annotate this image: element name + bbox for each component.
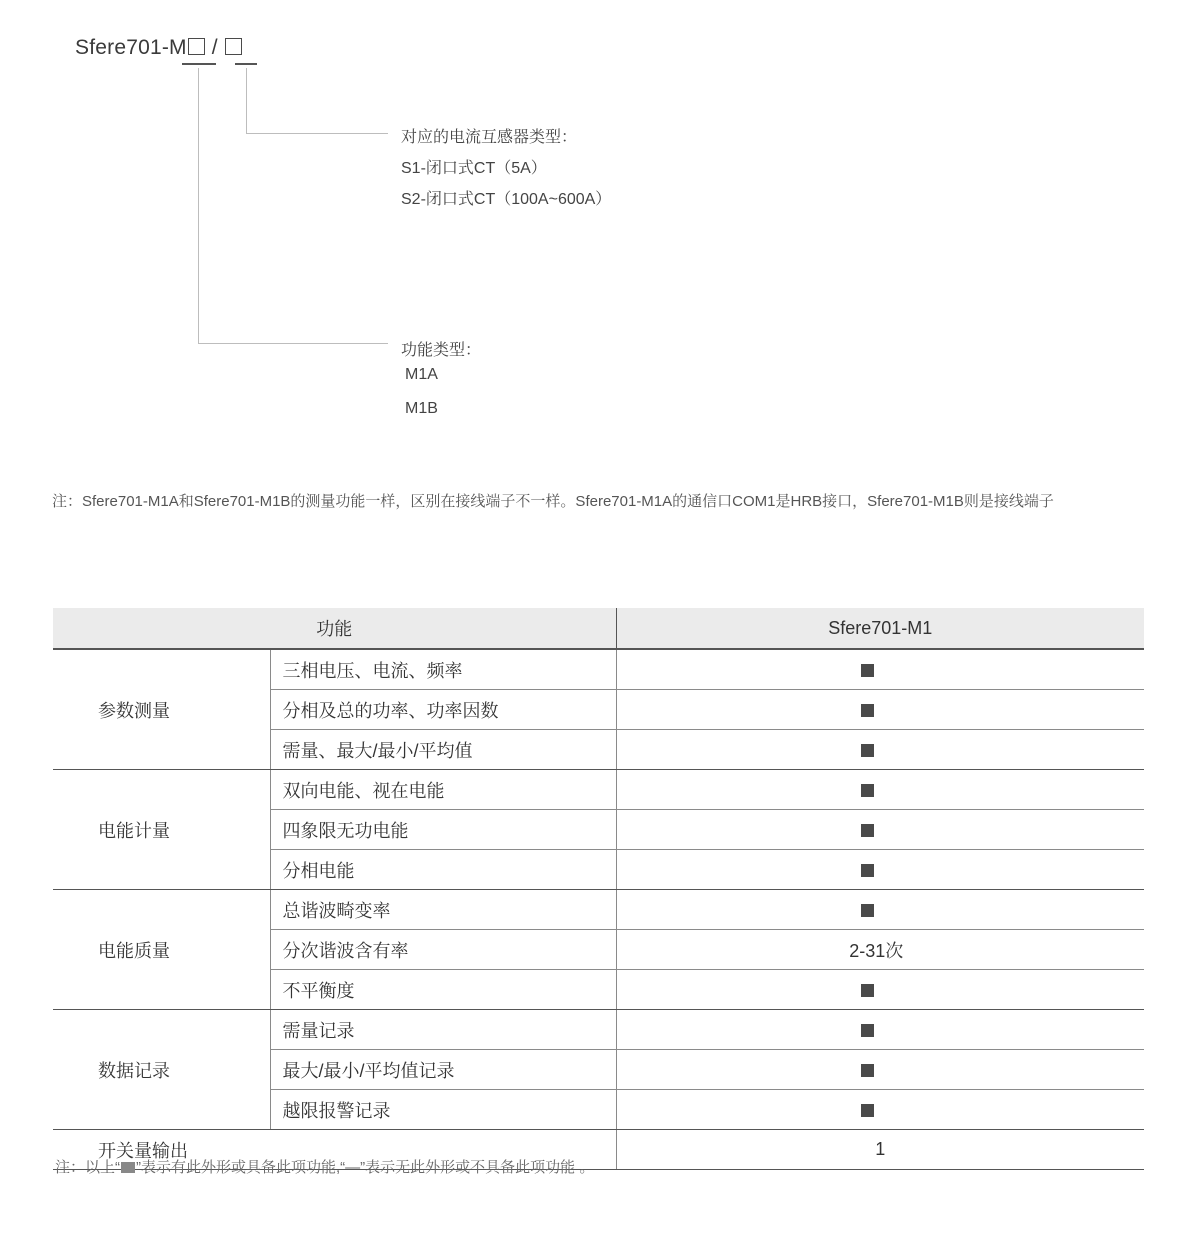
feature-cell: 分相及总的功率、功率因数 bbox=[270, 690, 616, 730]
legend-square-icon bbox=[121, 1162, 135, 1173]
value-cell bbox=[616, 1090, 1144, 1130]
table-row bbox=[53, 770, 1144, 810]
feature-cell: 总谐波畸变率 bbox=[270, 890, 616, 930]
switch-output-value: 1 bbox=[616, 1130, 1144, 1170]
supported-square-icon bbox=[861, 864, 874, 877]
value-cell bbox=[616, 1050, 1144, 1090]
feature-cell: 需量记录 bbox=[270, 1010, 616, 1050]
footnote-prefix: 注：以上“ bbox=[55, 1159, 120, 1176]
value-cell bbox=[616, 850, 1144, 890]
header-function: 功能 bbox=[53, 608, 616, 649]
model-separator: / bbox=[205, 36, 224, 59]
table-row bbox=[53, 1010, 1144, 1050]
value-cell bbox=[616, 1010, 1144, 1050]
supported-square-icon bbox=[861, 704, 874, 717]
feature-cell: 分相电能 bbox=[270, 850, 616, 890]
group-label: 电能计量 bbox=[53, 770, 270, 890]
value-cell bbox=[616, 690, 1144, 730]
ct-underline bbox=[235, 63, 257, 65]
function-option-m1a: M1A bbox=[405, 366, 438, 383]
ct-option-s2: S2-闭口式CT（100A~600A） bbox=[401, 191, 612, 208]
supported-square-icon bbox=[861, 1024, 874, 1037]
value-cell bbox=[616, 930, 1144, 970]
supported-square-icon bbox=[861, 1104, 874, 1117]
model-code-title bbox=[75, 36, 243, 60]
value-cell bbox=[616, 649, 1144, 690]
function-connector-horizontal bbox=[198, 343, 388, 344]
function-placeholder-box bbox=[188, 38, 205, 55]
ct-option-s1: S1-闭口式CT（5A） bbox=[401, 160, 547, 177]
feature-cell: 双向电能、视在电能 bbox=[270, 770, 616, 810]
legend-footnote bbox=[55, 1156, 594, 1177]
supported-square-icon bbox=[861, 664, 874, 677]
feature-cell: 需量、最大/最小/平均值 bbox=[270, 730, 616, 770]
table-row bbox=[53, 890, 1144, 930]
header-model: Sfere701-M1 bbox=[616, 608, 1144, 649]
group-label: 电能质量 bbox=[53, 890, 270, 1010]
supported-square-icon bbox=[861, 904, 874, 917]
function-underline bbox=[182, 63, 216, 65]
function-option-m1b: M1B bbox=[405, 400, 438, 417]
value-cell bbox=[616, 810, 1144, 850]
feature-cell: 四象限无功电能 bbox=[270, 810, 616, 850]
value-cell bbox=[616, 970, 1144, 1010]
ct-option-title: 对应的电流互感器类型： bbox=[401, 129, 578, 146]
function-option-title: 功能类型： bbox=[401, 342, 482, 359]
switch-output-label: 开关量输出 bbox=[53, 1130, 616, 1170]
table-header-row bbox=[53, 608, 1144, 649]
model-prefix: Sfere701-M bbox=[75, 36, 187, 59]
footnote-text: ”表示有此外形或具备此项功能,“—”表示无此外形或不具备此项功能 。 bbox=[136, 1159, 595, 1176]
group-label: 数据记录 bbox=[53, 1010, 270, 1130]
group-label: 参数测量 bbox=[53, 649, 270, 770]
supported-square-icon bbox=[861, 824, 874, 837]
value-cell bbox=[616, 890, 1144, 930]
function-connector-vertical bbox=[198, 68, 199, 344]
feature-cell: 最大/最小/平均值记录 bbox=[270, 1050, 616, 1090]
ct-connector-vertical bbox=[246, 68, 247, 134]
feature-cell: 三相电压、电流、频率 bbox=[270, 649, 616, 690]
value-cell bbox=[616, 730, 1144, 770]
supported-square-icon bbox=[861, 984, 874, 997]
ct-connector-horizontal bbox=[246, 133, 388, 134]
harmonic-range-value: 2-31次 bbox=[849, 940, 904, 961]
value-cell bbox=[616, 770, 1144, 810]
feature-cell: 分次谐波含有率 bbox=[270, 930, 616, 970]
table-row bbox=[53, 649, 1144, 690]
supported-square-icon bbox=[861, 1064, 874, 1077]
feature-cell: 不平衡度 bbox=[270, 970, 616, 1010]
supported-square-icon bbox=[861, 744, 874, 757]
function-table bbox=[53, 608, 1144, 1170]
ct-placeholder-box bbox=[225, 38, 242, 55]
supported-square-icon bbox=[861, 784, 874, 797]
feature-cell: 越限报警记录 bbox=[270, 1090, 616, 1130]
wiring-note: 注：Sfere701-M1A和Sfere701-M1B的测量功能一样，区别在接线端子不一样。Sfere701-M1A的通信口COM1是HRB接口，Sfere701-M1B则是接线端子 bbox=[52, 493, 1054, 510]
